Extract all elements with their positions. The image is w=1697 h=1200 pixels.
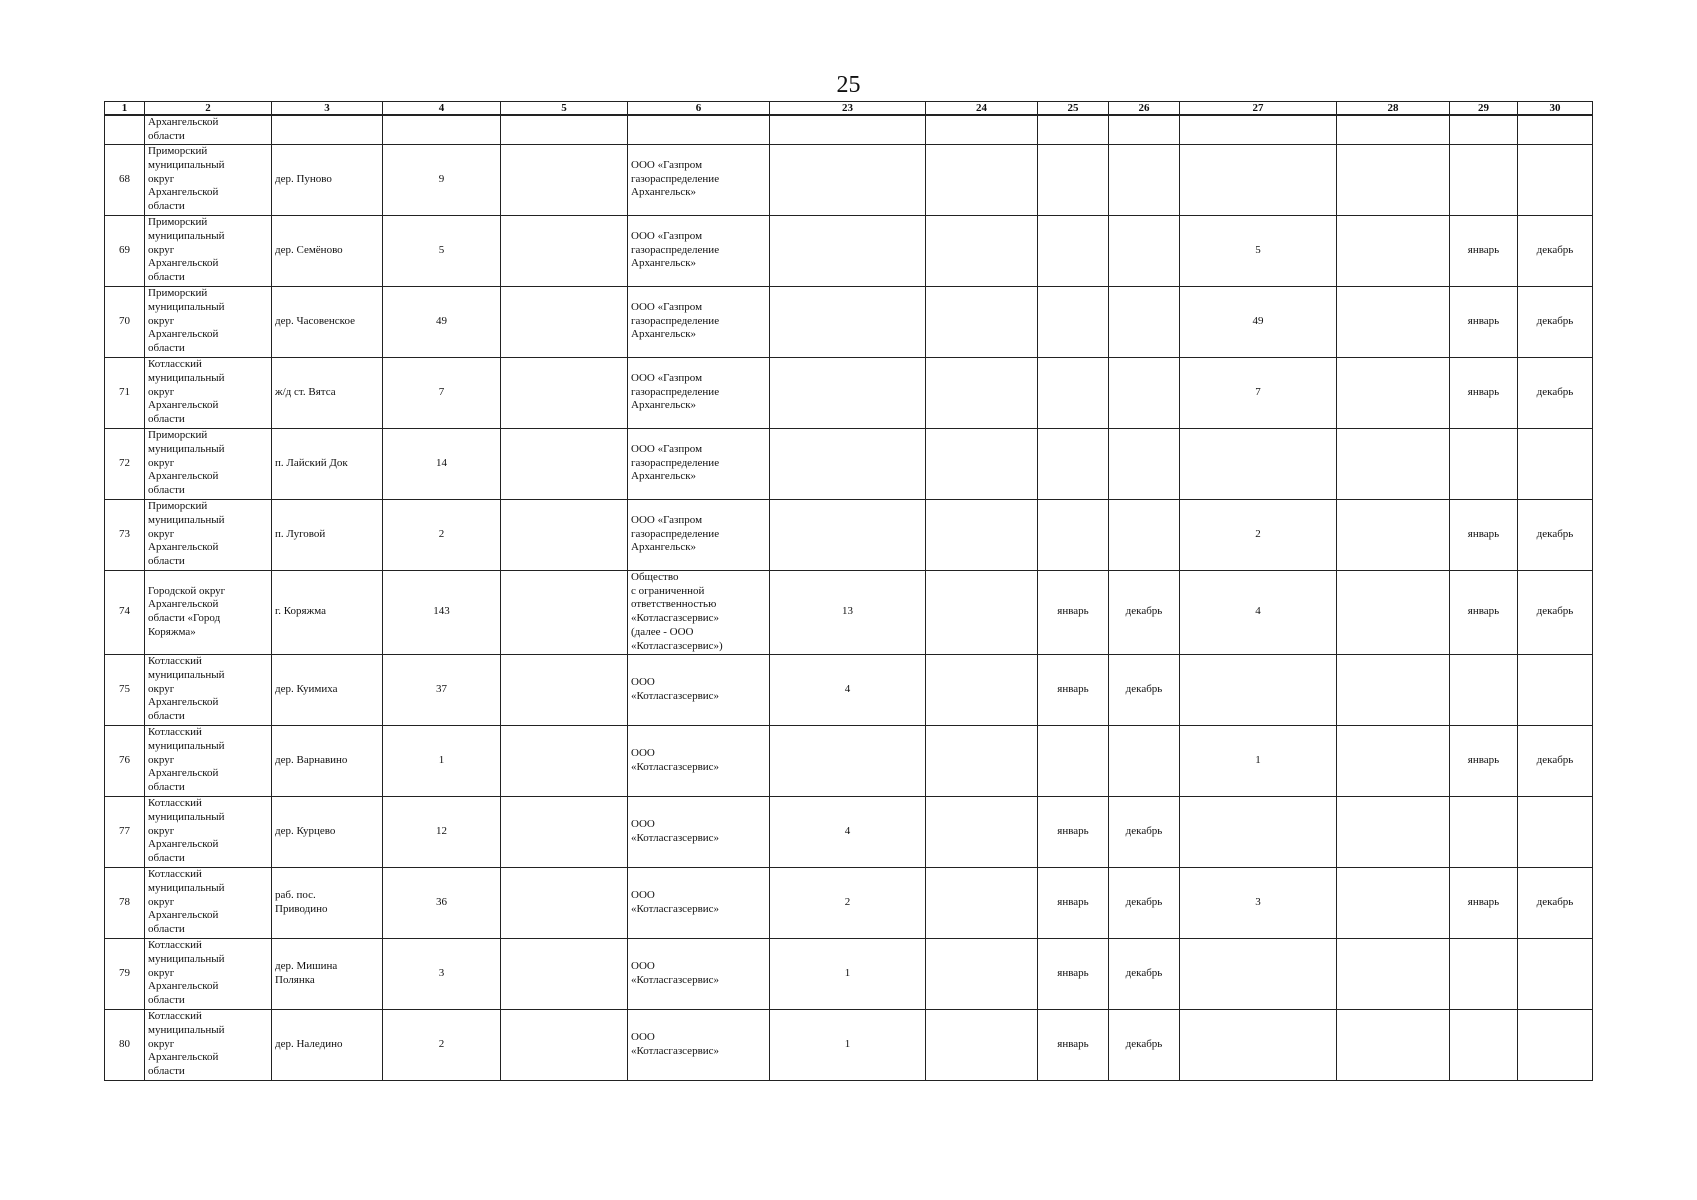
col27-cell — [1180, 428, 1337, 499]
col27-cell: 1 — [1180, 725, 1337, 796]
col5-cell — [501, 867, 628, 938]
column-header-24: 24 — [926, 102, 1038, 116]
col26-end-month-cell: декабрь — [1109, 867, 1180, 938]
col28-cell — [1337, 938, 1450, 1009]
col25-start-month-cell — [1038, 428, 1109, 499]
district-cell: Котласский муниципальный округ Архангельской области — [145, 654, 272, 725]
data-table — [104, 101, 1593, 1081]
col30-end-month-cell: декабрь — [1518, 867, 1593, 938]
col26-end-month-cell: декабрь — [1109, 1009, 1180, 1080]
row-number-cell: 71 — [105, 357, 145, 428]
col29-start-month-cell: январь — [1450, 570, 1518, 654]
col26-end-month-cell — [1109, 215, 1180, 286]
col28-cell — [1337, 654, 1450, 725]
col24-cell — [926, 867, 1038, 938]
count-cell: 5 — [383, 215, 501, 286]
col23-cell — [770, 725, 926, 796]
col24-cell — [926, 428, 1038, 499]
col30-end-month-cell — [1518, 796, 1593, 867]
col25-start-month-cell: январь — [1038, 938, 1109, 1009]
count-cell: 143 — [383, 570, 501, 654]
col30-end-month-cell — [1518, 938, 1593, 1009]
column-header-1: 1 — [105, 102, 145, 116]
table-row — [105, 654, 1593, 725]
row-number-cell: 72 — [105, 428, 145, 499]
column-header-5: 5 — [501, 102, 628, 116]
col5-cell — [501, 428, 628, 499]
col28-cell — [1337, 144, 1450, 215]
table-body — [105, 115, 1593, 1080]
col27-cell: 7 — [1180, 357, 1337, 428]
col27-cell: 3 — [1180, 867, 1337, 938]
col26-end-month-cell — [1109, 725, 1180, 796]
count-cell: 14 — [383, 428, 501, 499]
district-cell: Приморский муниципальный округ Архангельской области — [145, 215, 272, 286]
col5-cell — [501, 499, 628, 570]
count-cell: 12 — [383, 796, 501, 867]
count-cell: 2 — [383, 1009, 501, 1080]
col29-start-month-cell: январь — [1450, 725, 1518, 796]
col5-cell — [501, 570, 628, 654]
col26-end-month-cell — [1109, 115, 1180, 144]
settlement-cell: г. Коряжма — [272, 570, 383, 654]
col26-end-month-cell — [1109, 286, 1180, 357]
col29-start-month-cell: январь — [1450, 286, 1518, 357]
col24-cell — [926, 499, 1038, 570]
district-cell: Котласский муниципальный округ Архангельской области — [145, 938, 272, 1009]
district-cell: Котласский муниципальный округ Архангельской области — [145, 1009, 272, 1080]
table-row — [105, 570, 1593, 654]
row-number-cell: 69 — [105, 215, 145, 286]
col28-cell — [1337, 357, 1450, 428]
organization-cell: ООО «Газпром газораспределение Архангельск» — [628, 215, 770, 286]
settlement-cell: раб. пос. Приводино — [272, 867, 383, 938]
count-cell: 7 — [383, 357, 501, 428]
column-header-25: 25 — [1038, 102, 1109, 116]
settlement-cell: дер. Мишина Полянка — [272, 938, 383, 1009]
col23-cell — [770, 144, 926, 215]
col30-end-month-cell — [1518, 115, 1593, 144]
district-cell: Приморский муниципальный округ Архангельской области — [145, 499, 272, 570]
col27-cell: 49 — [1180, 286, 1337, 357]
col29-start-month-cell — [1450, 144, 1518, 215]
row-number-cell: 77 — [105, 796, 145, 867]
col29-start-month-cell: январь — [1450, 215, 1518, 286]
column-header-29: 29 — [1450, 102, 1518, 116]
col23-cell: 4 — [770, 796, 926, 867]
count-cell: 1 — [383, 725, 501, 796]
row-number-cell — [105, 115, 145, 144]
settlement-cell: дер. Куимиха — [272, 654, 383, 725]
organization-cell: Общество с ограниченной ответственностью «Котласгазсервис» (далее - ООО «Котласгазсервис») — [628, 570, 770, 654]
col5-cell — [501, 796, 628, 867]
col28-cell — [1337, 215, 1450, 286]
col29-start-month-cell: январь — [1450, 357, 1518, 428]
count-cell: 3 — [383, 938, 501, 1009]
table-row — [105, 115, 1593, 144]
col30-end-month-cell: декабрь — [1518, 357, 1593, 428]
settlement-cell: дер. Часовенское — [272, 286, 383, 357]
row-number-cell: 68 — [105, 144, 145, 215]
col24-cell — [926, 115, 1038, 144]
table-row — [105, 796, 1593, 867]
organization-cell: ООО «Котласгазсервис» — [628, 796, 770, 867]
organization-cell: ООО «Газпром газораспределение Архангельск» — [628, 499, 770, 570]
col26-end-month-cell — [1109, 428, 1180, 499]
organization-cell: ООО «Котласгазсервис» — [628, 654, 770, 725]
organization-cell: ООО «Газпром газораспределение Архангельск» — [628, 144, 770, 215]
col25-start-month-cell: январь — [1038, 1009, 1109, 1080]
table-row — [105, 144, 1593, 215]
col5-cell — [501, 1009, 628, 1080]
col28-cell — [1337, 867, 1450, 938]
col27-cell — [1180, 144, 1337, 215]
count-cell: 49 — [383, 286, 501, 357]
table-row — [105, 725, 1593, 796]
col28-cell — [1337, 286, 1450, 357]
settlement-cell — [272, 115, 383, 144]
col23-cell: 1 — [770, 938, 926, 1009]
col28-cell — [1337, 428, 1450, 499]
col26-end-month-cell — [1109, 144, 1180, 215]
col30-end-month-cell: декабрь — [1518, 499, 1593, 570]
row-number-cell: 73 — [105, 499, 145, 570]
settlement-cell: п. Лайский Док — [272, 428, 383, 499]
district-cell: Приморский муниципальный округ Архангельской области — [145, 144, 272, 215]
col29-start-month-cell — [1450, 428, 1518, 499]
row-number-cell: 70 — [105, 286, 145, 357]
col29-start-month-cell — [1450, 115, 1518, 144]
col23-cell — [770, 215, 926, 286]
col23-cell — [770, 428, 926, 499]
table-header — [105, 102, 1593, 116]
col26-end-month-cell — [1109, 357, 1180, 428]
organization-cell: ООО «Газпром газораспределение Архангельск» — [628, 357, 770, 428]
col24-cell — [926, 286, 1038, 357]
district-cell: Архангельской области — [145, 115, 272, 144]
col29-start-month-cell: январь — [1450, 867, 1518, 938]
col23-cell: 1 — [770, 1009, 926, 1080]
col26-end-month-cell — [1109, 499, 1180, 570]
col29-start-month-cell — [1450, 654, 1518, 725]
count-cell: 36 — [383, 867, 501, 938]
col30-end-month-cell — [1518, 1009, 1593, 1080]
organization-cell: ООО «Газпром газораспределение Архангельск» — [628, 428, 770, 499]
table-row — [105, 499, 1593, 570]
col27-cell — [1180, 1009, 1337, 1080]
col23-cell — [770, 499, 926, 570]
col30-end-month-cell: декабрь — [1518, 570, 1593, 654]
col24-cell — [926, 215, 1038, 286]
col30-end-month-cell — [1518, 654, 1593, 725]
organization-cell: ООО «Котласгазсервис» — [628, 867, 770, 938]
col26-end-month-cell: декабрь — [1109, 570, 1180, 654]
organization-cell: ООО «Котласгазсервис» — [628, 938, 770, 1009]
district-cell: Котласский муниципальный округ Архангельской области — [145, 357, 272, 428]
column-header-3: 3 — [272, 102, 383, 116]
table-row — [105, 215, 1593, 286]
col5-cell — [501, 215, 628, 286]
column-header-30: 30 — [1518, 102, 1593, 116]
col27-cell: 4 — [1180, 570, 1337, 654]
column-header-23: 23 — [770, 102, 926, 116]
col25-start-month-cell — [1038, 725, 1109, 796]
settlement-cell: дер. Пуново — [272, 144, 383, 215]
col5-cell — [501, 654, 628, 725]
organization-cell: ООО «Газпром газораспределение Архангельск» — [628, 286, 770, 357]
settlement-cell: дер. Варнавино — [272, 725, 383, 796]
col29-start-month-cell: январь — [1450, 499, 1518, 570]
count-cell: 37 — [383, 654, 501, 725]
district-cell: Городской округ Архангельской области «Город Коряжма» — [145, 570, 272, 654]
row-number-cell: 75 — [105, 654, 145, 725]
col25-start-month-cell — [1038, 115, 1109, 144]
col30-end-month-cell: декабрь — [1518, 286, 1593, 357]
col27-cell — [1180, 115, 1337, 144]
col26-end-month-cell: декабрь — [1109, 938, 1180, 1009]
col29-start-month-cell — [1450, 796, 1518, 867]
table-row — [105, 357, 1593, 428]
col26-end-month-cell: декабрь — [1109, 654, 1180, 725]
col28-cell — [1337, 725, 1450, 796]
col25-start-month-cell — [1038, 215, 1109, 286]
col25-start-month-cell — [1038, 144, 1109, 215]
row-number-cell: 78 — [105, 867, 145, 938]
table-row — [105, 428, 1593, 499]
col28-cell — [1337, 115, 1450, 144]
col25-start-month-cell — [1038, 499, 1109, 570]
col24-cell — [926, 570, 1038, 654]
col26-end-month-cell: декабрь — [1109, 796, 1180, 867]
col24-cell — [926, 357, 1038, 428]
col24-cell — [926, 938, 1038, 1009]
table-row — [105, 867, 1593, 938]
col25-start-month-cell: январь — [1038, 570, 1109, 654]
col27-cell: 2 — [1180, 499, 1337, 570]
col24-cell — [926, 1009, 1038, 1080]
header-row — [105, 102, 1593, 116]
row-number-cell: 79 — [105, 938, 145, 1009]
col27-cell — [1180, 938, 1337, 1009]
settlement-cell: дер. Семёново — [272, 215, 383, 286]
count-cell: 2 — [383, 499, 501, 570]
col30-end-month-cell: декабрь — [1518, 215, 1593, 286]
row-number-cell: 74 — [105, 570, 145, 654]
col24-cell — [926, 144, 1038, 215]
district-cell: Котласский муниципальный округ Архангельской области — [145, 796, 272, 867]
settlement-cell: ж/д ст. Вятса — [272, 357, 383, 428]
col30-end-month-cell: декабрь — [1518, 725, 1593, 796]
col27-cell — [1180, 654, 1337, 725]
col5-cell — [501, 938, 628, 1009]
page-number: 25 — [836, 72, 861, 98]
column-header-27: 27 — [1180, 102, 1337, 116]
col24-cell — [926, 654, 1038, 725]
col25-start-month-cell: январь — [1038, 796, 1109, 867]
col28-cell — [1337, 796, 1450, 867]
organization-cell — [628, 115, 770, 144]
col23-cell — [770, 357, 926, 428]
col30-end-month-cell — [1518, 144, 1593, 215]
column-header-6: 6 — [628, 102, 770, 116]
col5-cell — [501, 286, 628, 357]
col29-start-month-cell — [1450, 1009, 1518, 1080]
col24-cell — [926, 796, 1038, 867]
district-cell: Приморский муниципальный округ Архангельской области — [145, 286, 272, 357]
table-row — [105, 1009, 1593, 1080]
col25-start-month-cell — [1038, 286, 1109, 357]
district-cell: Котласский муниципальный округ Архангельской области — [145, 867, 272, 938]
col25-start-month-cell: январь — [1038, 654, 1109, 725]
col28-cell — [1337, 1009, 1450, 1080]
count-cell — [383, 115, 501, 144]
col27-cell — [1180, 796, 1337, 867]
col25-start-month-cell — [1038, 357, 1109, 428]
table-row — [105, 286, 1593, 357]
col23-cell — [770, 115, 926, 144]
col23-cell — [770, 286, 926, 357]
settlement-cell: дер. Наледино — [272, 1009, 383, 1080]
row-number-cell: 80 — [105, 1009, 145, 1080]
col27-cell: 5 — [1180, 215, 1337, 286]
district-cell: Приморский муниципальный округ Архангельской области — [145, 428, 272, 499]
col28-cell — [1337, 499, 1450, 570]
col30-end-month-cell — [1518, 428, 1593, 499]
table-row — [105, 938, 1593, 1009]
row-number-cell: 76 — [105, 725, 145, 796]
col5-cell — [501, 725, 628, 796]
col28-cell — [1337, 570, 1450, 654]
col23-cell: 4 — [770, 654, 926, 725]
col23-cell: 13 — [770, 570, 926, 654]
organization-cell: ООО «Котласгазсервис» — [628, 725, 770, 796]
column-header-28: 28 — [1337, 102, 1450, 116]
settlement-cell: п. Луговой — [272, 499, 383, 570]
column-header-2: 2 — [145, 102, 272, 116]
col23-cell: 2 — [770, 867, 926, 938]
organization-cell: ООО «Котласгазсервис» — [628, 1009, 770, 1080]
col5-cell — [501, 144, 628, 215]
col5-cell — [501, 357, 628, 428]
col24-cell — [926, 725, 1038, 796]
count-cell: 9 — [383, 144, 501, 215]
column-header-26: 26 — [1109, 102, 1180, 116]
col29-start-month-cell — [1450, 938, 1518, 1009]
col25-start-month-cell: январь — [1038, 867, 1109, 938]
col5-cell — [501, 115, 628, 144]
settlement-cell: дер. Курцево — [272, 796, 383, 867]
district-cell: Котласский муниципальный округ Архангельской области — [145, 725, 272, 796]
column-header-4: 4 — [383, 102, 501, 116]
